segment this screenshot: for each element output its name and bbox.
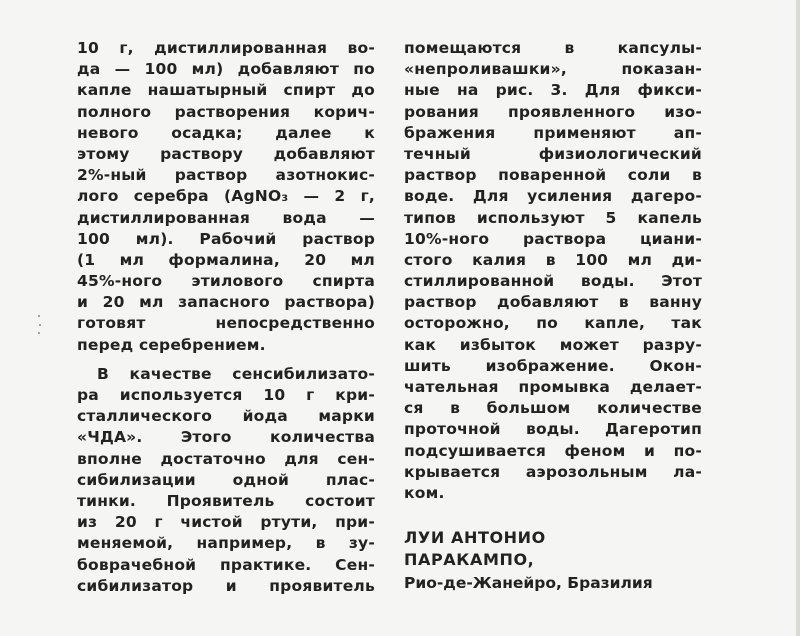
left-column [77, 38, 375, 597]
left-line: и 20 мл запасного раствора) [77, 293, 375, 312]
right-line: бражения применяют ап- [404, 123, 702, 142]
left-line: 2%-ный раствор азотнокис- [77, 166, 375, 185]
right-line: осторожно, по капле, так [404, 314, 702, 333]
right-line: шить изображение. Окон- [404, 356, 702, 375]
left-line: готовят непосредственно [77, 314, 375, 333]
left-line: невого осадка; далее к [77, 123, 375, 142]
right-line: ком. [404, 483, 445, 502]
left-line: сталлического йода марки [77, 407, 375, 426]
left-line: сибилизатор и проявитель [77, 576, 375, 595]
right-line: рования проявленного изо- [404, 102, 702, 121]
right-line: ся в большом количестве [404, 399, 702, 418]
author-name-line1: ЛУИ АНТОНИО [404, 528, 546, 547]
right-line: как избыток может разру- [404, 335, 702, 354]
right-line: раствор поваренной соли в [404, 166, 702, 185]
left-line: 100 мл). Рабочий раствор [77, 229, 375, 248]
page-edge [796, 0, 800, 636]
right-line: стиллированной воды. Этот [404, 272, 702, 291]
left-line: капле нашатырный спирт до [77, 81, 375, 100]
right-line: «непроливашки», показан- [404, 60, 702, 79]
left-line: меняемой, например, в зу- [77, 534, 375, 553]
right-line: чательная промывка делает- [404, 378, 702, 396]
right-line: 10%-ного раствора циани- [404, 229, 702, 248]
left-line: лого серебра (AgNO₃ — 2 г, [77, 187, 375, 206]
left-line: да — 100 мл) добавляют по [77, 60, 375, 79]
right-line: крывается аэрозольным ла- [404, 462, 702, 481]
left-line: (1 мл формалина, 20 мл [77, 250, 375, 269]
left-line: ра используется 10 г кри- [77, 386, 375, 404]
right-column [404, 38, 702, 504]
left-line: 45%-ного этилового спирта [77, 272, 375, 291]
right-line: проточной воды. Дагеротип [404, 420, 702, 439]
left-line: В качестве сенсибилизато- [97, 364, 375, 383]
left-line: из 20 г чистой ртути, при- [77, 513, 375, 532]
left-line: полного растворения корич- [77, 102, 375, 121]
author-location: Рио-де-Жанейро, Бразилия [404, 574, 653, 592]
author-name-line2: ПАРАКАМПО, [404, 550, 535, 569]
right-line: стого калия в 100 мл ди- [404, 250, 702, 269]
right-line: подсушивается феном и по- [404, 441, 702, 460]
left-line: 10 г, дистиллированная во- [77, 39, 375, 57]
right-line: течный физиологический [404, 144, 702, 163]
right-line: типов используют 5 капель [404, 208, 702, 227]
right-line: ные на рис. 3. Для фикси- [404, 81, 702, 100]
left-line: боврачебной практике. Сен- [77, 555, 375, 574]
left-line: этому раствору добавляют [77, 144, 375, 163]
left-line: тинки. Проявитель состоит [77, 491, 375, 510]
right-line: помещаются в капсулы- [404, 39, 702, 57]
scan-specks [38, 315, 42, 335]
right-line: раствор добавляют в ванну [404, 293, 702, 312]
left-line: дистиллированная вода — [77, 208, 375, 227]
right-line: воде. Для усиления дагеро- [404, 187, 702, 206]
left-line: вполне достаточно для сен- [77, 449, 375, 468]
left-line: «ЧДА». Этого количества [77, 428, 375, 447]
left-line: перед серебрением. [77, 335, 266, 354]
left-line: сибилизации одной плас- [77, 470, 375, 489]
